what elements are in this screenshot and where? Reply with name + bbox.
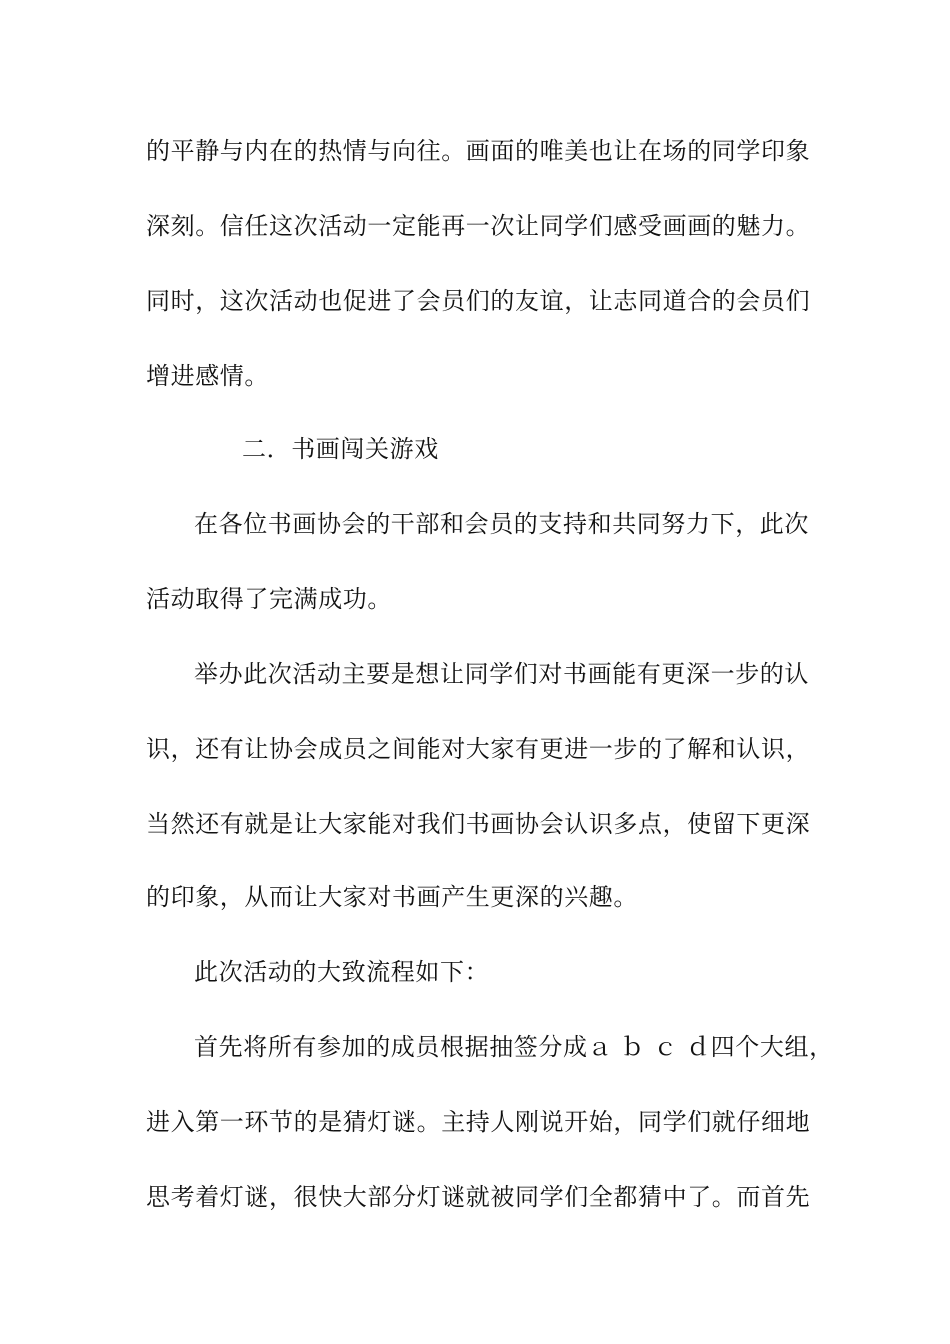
paragraph-line-9: 识，还有让协会成员之间能对大家有更进一步的了解和认识， (146, 735, 811, 763)
section-heading: 二．书画闯关游戏 (242, 435, 439, 463)
paragraph-line-13: 首先将所有参加的成员根据抽签分成ａ ｂ ｃ ｄ四个大组， (194, 1033, 834, 1061)
paragraph-line-8: 举办此次活动主要是想让同学们对书画能有更深一步的认 (194, 660, 809, 688)
paragraph-line-4: 增进感情。 (146, 362, 269, 390)
paragraph-line-6: 在各位书画协会的干部和会员的支持和共同努力下，此次 (194, 510, 809, 538)
paragraph-line-3: 同时，这次活动也促进了会员们的友谊，让志同道合的会员们 (146, 287, 811, 315)
paragraph-line-11: 的印象，从而让大家对书画产生更深的兴趣。 (146, 883, 638, 911)
paragraph-line-10: 当然还有就是让大家能对我们书画协会认识多点，使留下更深 (146, 810, 811, 838)
paragraph-line-1: 的平静与内在的热情与向往。画面的唯美也让在场的同学印象 (146, 137, 811, 165)
paragraph-line-15: 思考着灯谜，很快大部分灯谜就被同学们全都猜中了。而首先 (146, 1183, 811, 1211)
paragraph-line-7: 活动取得了完满成功。 (146, 585, 392, 613)
paragraph-line-14: 进入第一环节的是猜灯谜。主持人刚说开始，同学们就仔细地 (146, 1108, 811, 1136)
paragraph-line-2: 深刻。信任这次活动一定能再一次让同学们感受画画的魅力。 (146, 212, 811, 240)
paragraph-line-12: 此次活动的大致流程如下： (194, 958, 490, 986)
